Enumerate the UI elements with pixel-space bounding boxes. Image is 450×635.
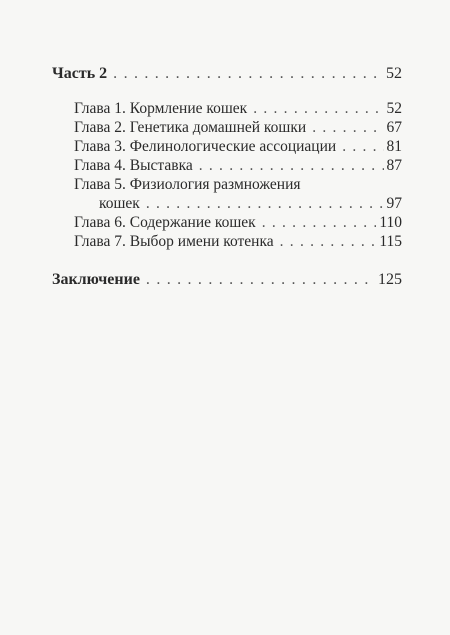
toc-entry-page: 110: [379, 214, 402, 231]
dot-leader: [199, 156, 384, 175]
dot-leader: [253, 99, 383, 118]
toc-entry-title: Заключение: [52, 271, 140, 288]
toc-entry-chapter-3[interactable]: [52, 137, 402, 156]
toc-entry-chapter-1[interactable]: [52, 99, 402, 118]
toc-entry-chapter-6[interactable]: [52, 213, 402, 232]
toc-entry-title: Глава 3. Фелинологические ассоциации: [74, 138, 337, 155]
toc-entry-page: 67: [386, 119, 402, 136]
toc-entry-title: Часть 2: [52, 65, 108, 82]
toc-entry-chapter-5-line-1[interactable]: [52, 175, 402, 194]
toc-entry-page: 125: [378, 271, 402, 288]
dot-leader: [146, 270, 375, 289]
toc-entry-conclusion[interactable]: [52, 270, 402, 289]
toc-entry-page: 52: [386, 100, 402, 117]
toc-entry-page: 81: [386, 138, 402, 155]
toc-entry-title-continuation: кошек: [99, 195, 140, 212]
dot-leader: [280, 232, 377, 251]
toc-entry-page: 115: [379, 233, 402, 250]
toc-entry-title: Глава 1. Кормление кошек: [74, 100, 248, 117]
toc-entry-title: Глава 5. Физиология размножения: [74, 176, 301, 193]
dot-leader: [113, 64, 383, 83]
dot-leader: [146, 194, 384, 213]
toc-entry-title: Глава 6. Содержание кошек: [74, 214, 256, 231]
dot-leader: [262, 213, 377, 232]
toc-entry-chapter-7[interactable]: [52, 232, 402, 251]
toc-entry-page: 97: [386, 195, 402, 212]
toc-entry-chapter-5-line-2[interactable]: [52, 194, 402, 213]
toc-entry-page: 52: [386, 65, 402, 82]
toc-entry-chapter-2[interactable]: [52, 118, 402, 137]
toc-entry-part-2[interactable]: [52, 64, 402, 83]
dot-leader: [312, 118, 383, 137]
toc-entry-chapter-4[interactable]: [52, 156, 402, 175]
toc-entry-title: Глава 4. Выставка: [74, 157, 193, 174]
table-of-contents: [52, 64, 402, 289]
toc-entry-page: 87: [386, 157, 402, 174]
toc-entry-title: Глава 7. Выбор имени котенка: [74, 233, 274, 250]
toc-entry-title: Глава 2. Генетика домашней кошки: [74, 119, 307, 136]
dot-leader: [342, 137, 383, 156]
